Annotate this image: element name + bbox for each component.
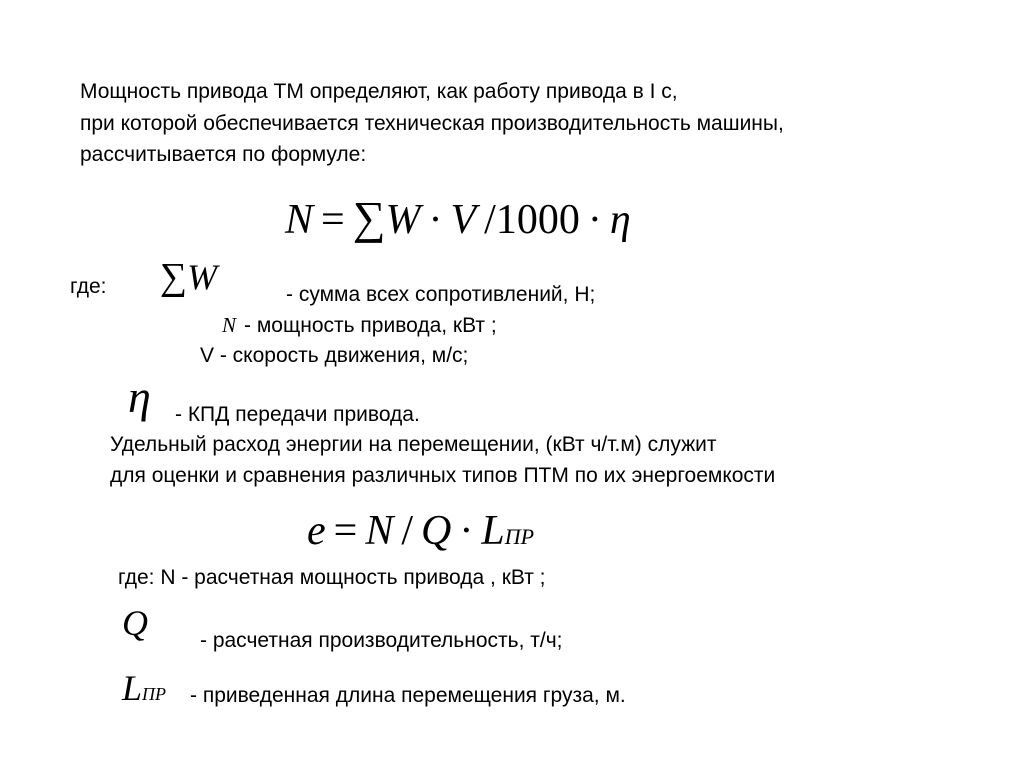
formula-w: W xyxy=(385,197,421,243)
intro-line-3: рассчитывается по формуле: xyxy=(80,143,367,166)
l-description: - приведенная длина перемещения груза, м. xyxy=(190,684,626,707)
sum-symbol-icon: ∑ xyxy=(160,256,188,298)
formula2-q: Q xyxy=(421,508,452,554)
formula-n: N xyxy=(285,197,314,243)
formula-e: e xyxy=(307,508,326,554)
w-symbol: W xyxy=(187,257,218,297)
intro-line-2: при которой обеспечивается техническая производительность машины, xyxy=(80,112,784,135)
l-subscript: ПР xyxy=(142,684,167,704)
energy-formula xyxy=(307,506,534,562)
specific-line-1: Удельный расход энергии на перемещении, (кВт ч/т.м) служит xyxy=(110,433,717,456)
formula2-slash: / xyxy=(401,508,414,554)
formula-1000: 1000 xyxy=(495,197,580,243)
q-description: - расчетная производительность, т/ч; xyxy=(200,629,563,652)
formula-eta: η xyxy=(609,197,631,243)
eta-description: - КПД передачи привода. xyxy=(175,403,420,426)
sum-icon: ∑ xyxy=(352,192,386,243)
formula-slash: / xyxy=(484,197,496,243)
formula2-n: N xyxy=(365,508,394,554)
n-symbol: N xyxy=(222,313,237,337)
l-symbol: L xyxy=(122,668,143,708)
q-symbol: Q xyxy=(122,603,148,643)
sum-description: - сумма всех сопротивлений, Н; xyxy=(286,283,596,306)
v-legend-line: V - скорость движения, м/с; xyxy=(200,344,469,367)
formula2-dot: · xyxy=(459,508,474,554)
specific-line-2: для оценки и сравнения различных типов ПТМ по их энергоемкости xyxy=(110,464,776,487)
intro-line-1: Мощность привода ТМ определяют, как работу привода в I с, xyxy=(80,80,678,103)
n-calc-line: где: N - расчетная мощность привода , кВт ; xyxy=(118,566,546,589)
formula-dot-2: · xyxy=(587,197,602,243)
formula2-l-subscript: ПР xyxy=(504,524,535,549)
formula2-equals: = xyxy=(333,508,358,554)
power-formula xyxy=(285,193,631,245)
formula2-l: L xyxy=(481,508,505,554)
formula-dot-1: · xyxy=(428,197,443,243)
sum-w-symbol xyxy=(160,257,217,297)
l-symbol-group xyxy=(122,668,166,714)
eta-symbol: η xyxy=(128,371,151,422)
n-description: - мощность привода, кВт ; xyxy=(244,314,497,337)
formula-equals: = xyxy=(321,197,345,243)
n-legend-line xyxy=(222,309,497,342)
formula-v: V xyxy=(450,197,477,243)
where-label-1: где: xyxy=(70,275,107,298)
